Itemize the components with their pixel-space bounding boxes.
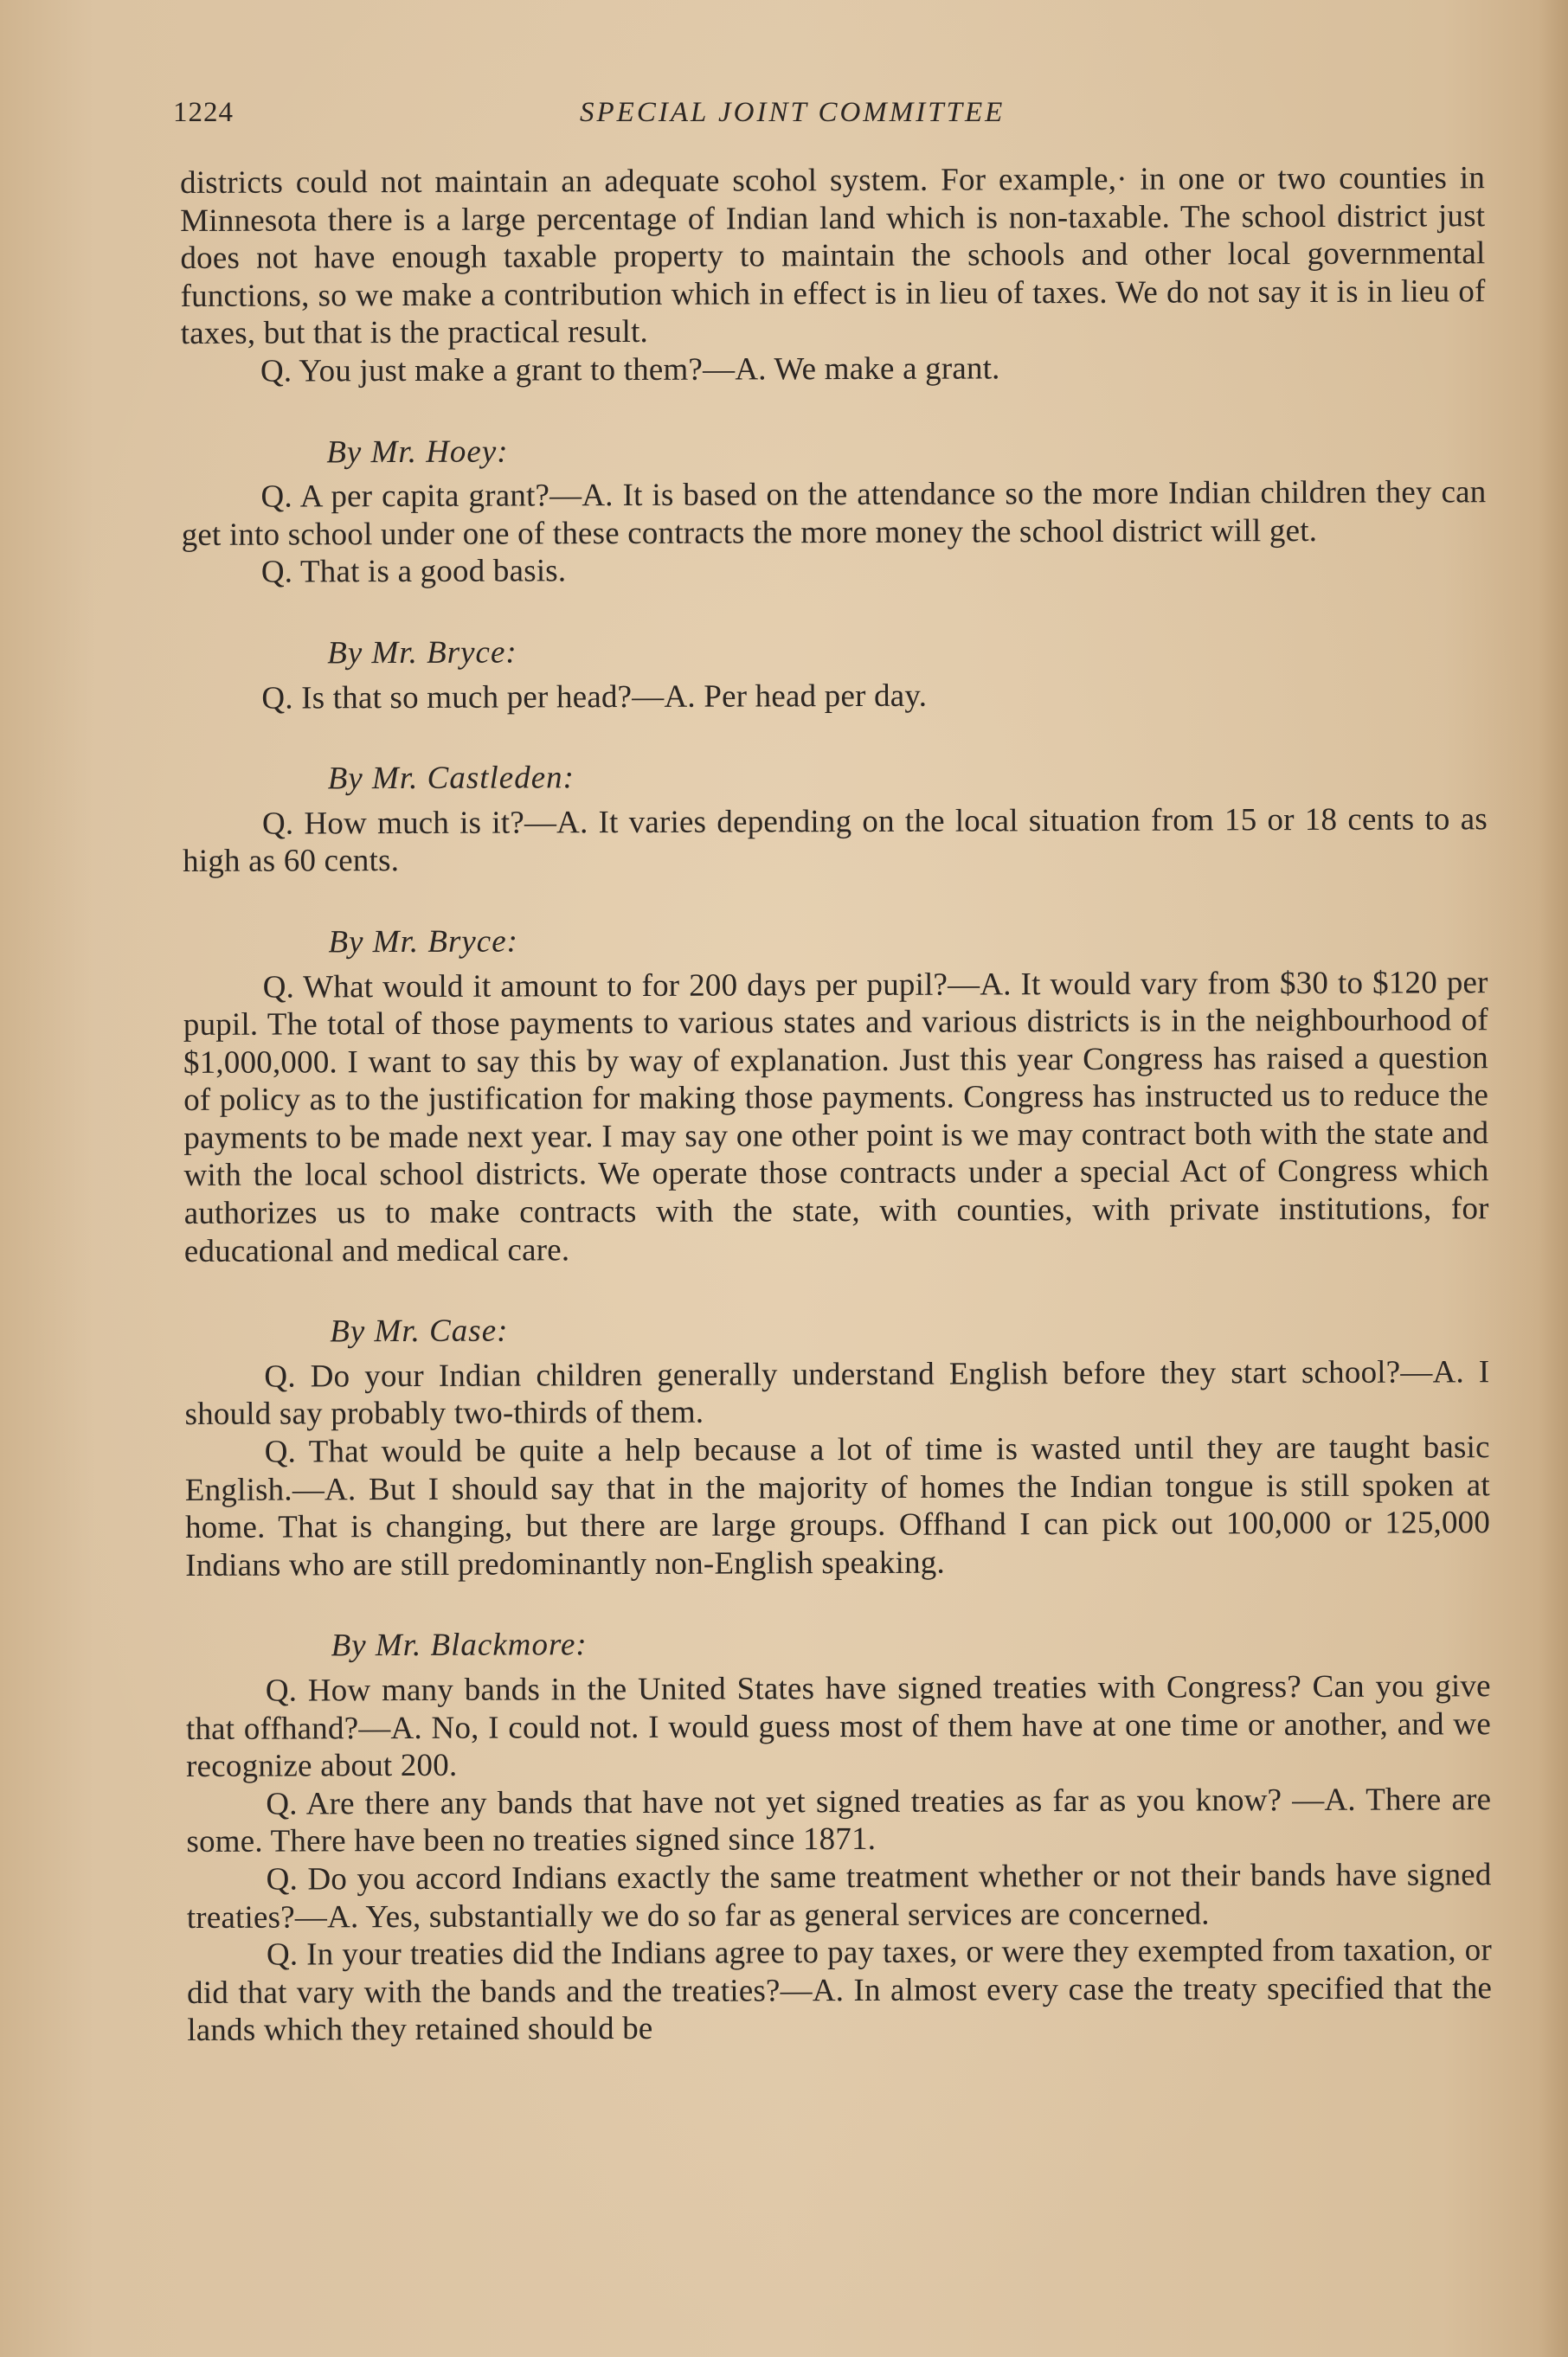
speaker-heading: By Mr. Hoey: (326, 434, 509, 470)
paragraph: Q. That is a good basis. (260, 553, 567, 590)
paragraph: districts could not maintain an adequate scohol system. For example,· in one or two counties in Minnesota there is a large percentage of Indian land which is non-taxable. The school district just does not have enough taxable property to maintain the schools and other local governmental functions, so we make a contribution which in effect is in lieu of taxes. We do not say it is in lieu of taxes, but that is the practical result. (180, 160, 1486, 352)
page-number: 1224 (173, 97, 234, 128)
speaker-heading: By Mr. Blackmore: (331, 1627, 588, 1664)
transcript-body (180, 159, 1492, 2050)
speaker-heading: By Mr. Castleden: (327, 760, 575, 797)
paragraph: Q. You just make a grant to them?—A. We make a grant. (260, 350, 1000, 389)
paragraph: Q. How much is it?—A. It varies depending on the local situation from 15 or 18 cents to as high as 60 cents. (183, 800, 1488, 880)
paragraph: Q. Do you accord Indians exactly the same treatment whether or not their bands have signed treaties?—A. Yes, substantially we do so far as general services are concerned. (186, 1857, 1492, 1936)
paragraph: Q. Do your Indian children generally understand English before they start school?—A. I should say probably two-thirds of them. (184, 1354, 1490, 1433)
speaker-heading: By Mr. Bryce: (328, 923, 519, 960)
paragraph: Q. Is that so much per head?—A. Per head per day. (261, 678, 928, 716)
paragraph: Q. Are there any bands that have not yet signed treaties as far as you know? —A. There are some. There have been no treaties signed since 1871. (186, 1781, 1492, 1860)
paragraph: Q. A per capita grant?—A. It is based on the attendance so the more Indian children they can get into school under one of these contracts the more money the school district will get. (181, 474, 1487, 553)
running-title: SPECIAL JOINT COMMITTEE (580, 97, 1006, 128)
paragraph: Q. How many bands in the United States have signed treaties with Congress? Can you give that offhand?—A. No, I could not. I would guess most of them have at one time or another, and we recognize about 200. (185, 1668, 1492, 1785)
paragraph: Q. In your treaties did the Indians agree to pay taxes, or were they exempted from taxation, or did that vary with the bands and the treaties?—A. In almost every case the treaty specified that the lands which they retained should be (187, 1932, 1493, 2049)
speaker-heading: By Mr. Bryce: (327, 634, 517, 671)
paragraph: Q. What would it amount to for 200 days per pupil?—A. It would vary from $30 to $120 per pupil. The total of those payments to various states and various districts is in the neighbourhood of $1,000,000. I want to say this by way of explanation. Just this year Congress has raised a question of policy as to the justification for making those payments. Congress has instructed us to reduce the payments to be made next year. I may say one other point is we may contract both with the state and with the local school districts. We operate those contracts under a special Act of Congress which authorizes us to make contracts with the state, with counties, with private institutions, for educational and medical care. (183, 964, 1489, 1269)
paragraph: Q. That would be quite a help because a lot of time is wasted until they are taught basic English.—A. But I should say that in the majority of homes the Indian tongue is still spoken at home. That is changing, but there are large groups. Offhand I can pick out 100,000 or 125,000 Indians who are still predominantly non-English speaking. (184, 1429, 1491, 1583)
running-head (173, 97, 1488, 140)
speaker-heading: By Mr. Case: (330, 1313, 509, 1350)
page-edge-shadow (1539, 0, 1568, 2357)
